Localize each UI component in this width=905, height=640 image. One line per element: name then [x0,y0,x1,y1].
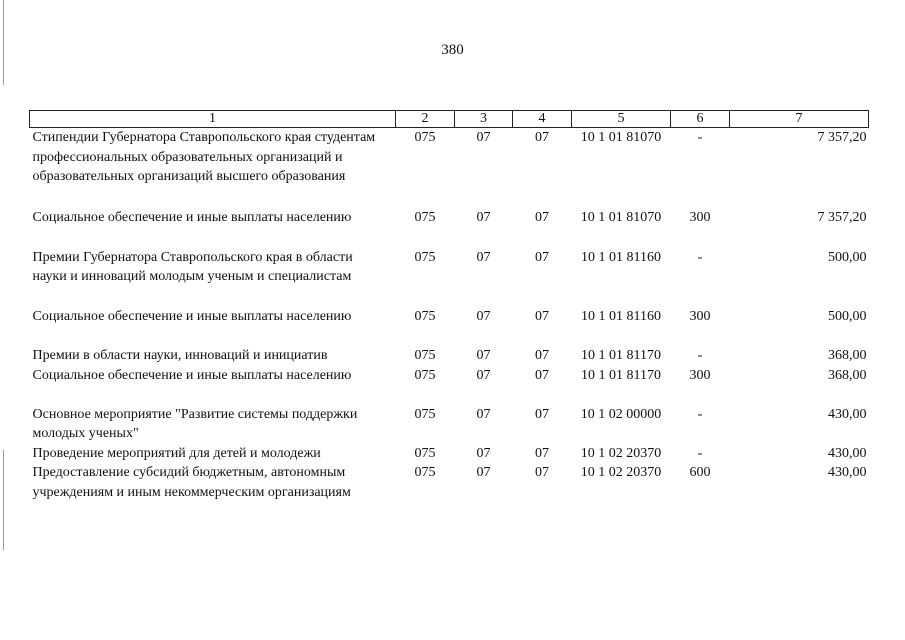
row-name: Основное мероприятие "Развитие системы поддержки молодых ученых" [32,406,358,441]
code-target: 10 1 01 81070 [580,209,662,225]
column-header: 5 [572,111,671,128]
code-expense-type: - [697,445,703,461]
code-section: 07 [476,209,491,225]
code-target: 10 1 01 81170 [581,367,661,383]
code-target: 10 1 02 20370 [580,465,662,480]
table-header-row [30,111,869,128]
code-expense-type: - [697,249,703,265]
code-expense-type: - [697,130,703,145]
code-section: 07 [476,406,491,422]
code-section: 07 [476,249,491,265]
code-expense-type: 300 [689,367,711,383]
code-expense-type: 600 [689,465,711,480]
code-expense-type: - [697,347,703,363]
column-header: 4 [513,111,572,128]
table-row [30,208,869,248]
code-section: 07 [476,465,491,480]
table-row [30,366,869,405]
code-target: 10 1 01 81170 [581,347,661,363]
amount: 430,00 [828,406,867,422]
left-edge-line [3,450,4,550]
amount: 368,00 [828,367,867,383]
code-subsection: 07 [535,249,549,265]
code-subsection: 07 [535,465,549,480]
code-subsection: 07 [535,406,549,422]
code-admin: 075 [414,367,436,383]
code-admin: 075 [414,445,436,461]
code-target: 10 1 02 00000 [580,406,662,422]
code-subsection: 07 [535,347,549,363]
code-admin: 075 [414,406,436,422]
code-expense-type: - [697,406,703,422]
amount: 430,00 [828,445,867,461]
column-header: 1 [30,111,396,128]
code-section: 07 [476,308,491,324]
row-name: Стипендии Губернатора Ставропольского края студентам профессиональных образовательных организаций и образовательных организаций высшего образования [32,130,376,184]
amount: 500,00 [828,308,867,324]
code-expense-type: 300 [689,209,711,225]
code-target: 10 1 02 20370 [580,445,662,461]
page-number: 380 [441,42,464,58]
table-row [30,248,869,307]
budget-table [29,110,869,502]
amount: 500,00 [828,249,867,265]
code-subsection: 07 [535,209,549,225]
row-name: Социальное обеспечение и иные выплаты населению [32,367,352,383]
column-header: 3 [455,111,513,128]
code-subsection: 07 [535,367,549,383]
code-admin: 075 [414,209,436,225]
table-row [30,463,869,502]
code-admin: 075 [414,249,436,265]
amount: 430,00 [828,465,867,480]
row-name: Проведение мероприятий для детей и молодежи [32,445,321,461]
row-name: Социальное обеспечение и иные выплаты населению [32,209,352,225]
code-section: 07 [476,445,491,461]
table-row [30,346,869,366]
table-row [30,444,869,464]
code-subsection: 07 [535,445,549,461]
code-target: 10 1 01 81160 [581,249,661,265]
code-section: 07 [476,367,491,383]
code-expense-type: 300 [689,308,711,324]
code-admin: 075 [414,347,436,363]
code-section: 07 [476,130,491,145]
code-admin: 075 [414,308,436,324]
code-admin: 075 [414,465,436,480]
row-name: Премии Губернатора Ставропольского края в области науки и инноваций молодым ученым и специалистам [32,249,353,284]
code-admin: 075 [414,130,436,145]
code-subsection: 07 [535,308,549,324]
table-row [30,405,869,444]
column-header: 6 [671,111,730,128]
row-name: Социальное обеспечение и иные выплаты населению [32,308,352,324]
row-name: Премии в области науки, инноваций и инициатив [32,347,328,363]
code-subsection: 07 [535,130,549,145]
code-target: 10 1 01 81070 [580,130,662,145]
table-row [30,128,869,208]
table-row [30,307,869,346]
amount: 7 357,20 [817,209,867,225]
amount: 7 357,20 [817,130,867,145]
amount: 368,00 [828,347,867,363]
code-target: 10 1 01 81160 [581,308,661,324]
column-header: 2 [396,111,455,128]
code-section: 07 [476,347,491,363]
column-header: 7 [730,111,869,128]
row-name: Предоставление субсидий бюджетным, автономным учреждениям и иным некоммерческим организациям [32,465,351,500]
